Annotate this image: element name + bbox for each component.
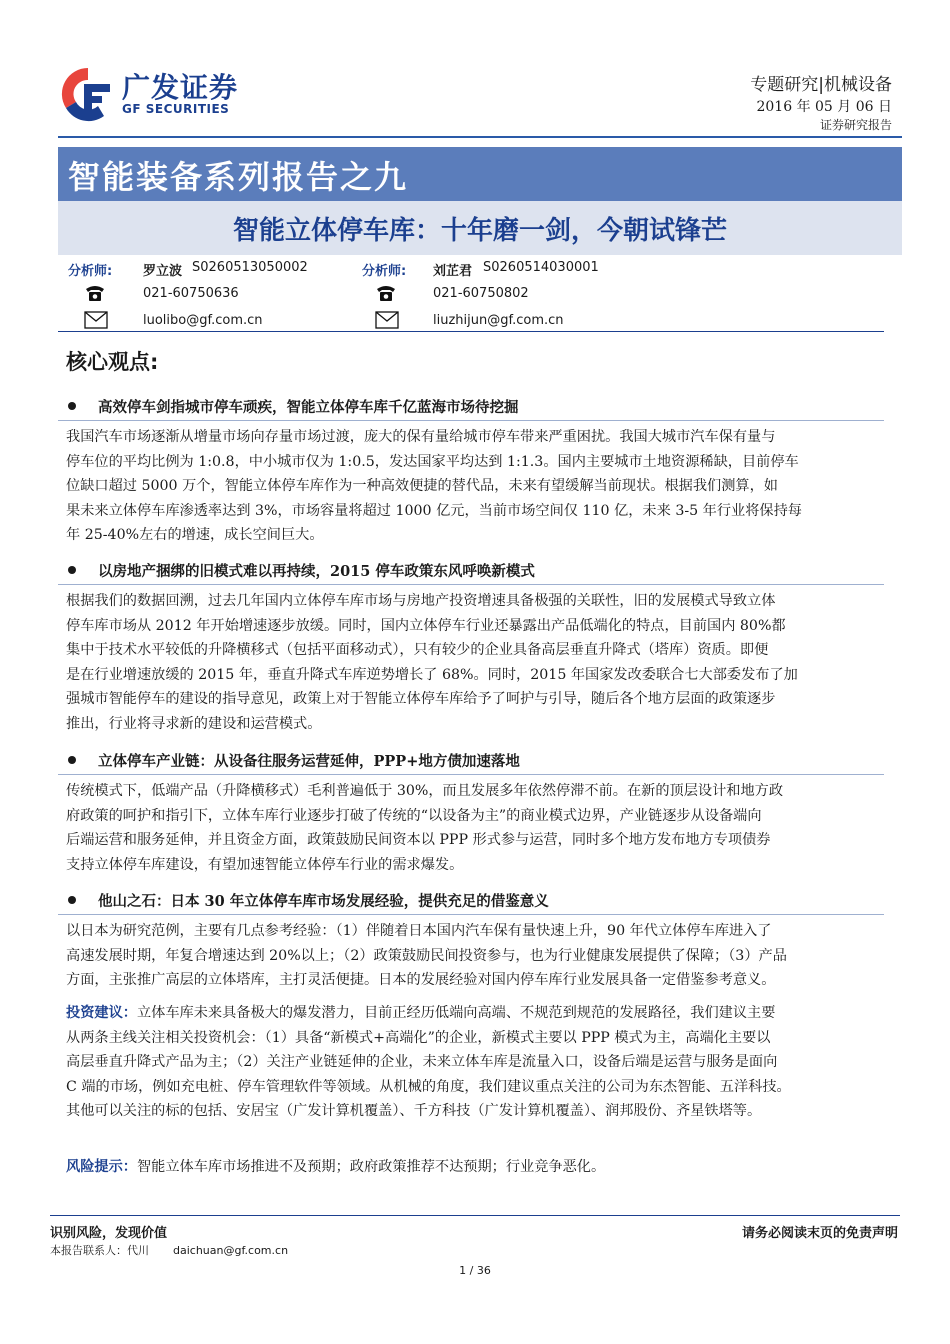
section-body-2: 根据我们的数据回溯，过去几年国内立体停车库市场与房地产投资增速具备极强的关联性，旧的发展模式导致立体 停车库市场从 2012 年开始增速逐步放缓。同时，国内立体停车行业还暴露出产品低端化的特点，目前国内 80%都 集中于技术水平较低的升降横移式（包括平面移动式），只有较少的企业具备高层垂直升降式（塔库）资质。即便 是在行业增速放缓的 2015 年，垂直升降式车库逆势增长了 68%。同时，2015 年国家发改委联合七大部委发布了加 强城市智能停车的建设的指导意见，政策上对于智能立体停车库给予了呵护与引导，随后各个地方层面的政策逐步 推出，行业将寻求新的建设和运营模式。 bbox=[66, 593, 798, 732]
analyst-cert-2: S0260514030001 bbox=[483, 260, 599, 275]
section-divider bbox=[58, 774, 884, 775]
analyst-label-2: 分析师: bbox=[362, 264, 407, 279]
analyst-email-1[interactable]: luolibo@gf.com.cn bbox=[143, 313, 263, 328]
bullet-icon bbox=[68, 756, 76, 764]
header-divider bbox=[58, 136, 902, 138]
analyst-email-2[interactable]: liuzhijun@gf.com.cn bbox=[433, 313, 564, 328]
section-body-3: 传统模式下，低端产品（升降横移式）毛利普遍低于 30%，而且发展多年依然停滞不前。在新的顶层设计和地方政 府政策的呵护和指引下，立体车库行业逐步打破了传统的“以设备为主”的商业模式边界，产业链逐步从设备端向 后端运营和服务延伸，并且资金方面，政策鼓励民间资本以 PPP 形式参与运营，同时多个地方发布地方专项债券 支持立体停车库建设，有望加速智能立体停车行业的需求爆发。 bbox=[66, 783, 784, 873]
footer-contact: 本报告联系人：代川 daichuan@gf.com.cn bbox=[50, 1244, 289, 1257]
section-divider bbox=[58, 420, 884, 421]
series-title: 智能装备系列报告之九 bbox=[68, 158, 409, 196]
email-icon bbox=[375, 311, 397, 329]
bullet-icon bbox=[68, 402, 76, 410]
phone-icon bbox=[375, 284, 397, 302]
gf-logo bbox=[58, 64, 258, 124]
section-heading-2: 以房地产捆绑的旧模式难以再持续，2015 停车政策东风呼唤新模式 bbox=[68, 560, 535, 581]
core-view-heading: 核心观点: bbox=[66, 350, 159, 374]
section-heading-3: 立体停车产业链：从设备往服务运营延伸，PPP+地方债加速落地 bbox=[68, 750, 520, 771]
analyst-phone-1: 021-60750636 bbox=[143, 286, 239, 301]
risk-label: 风险提示： bbox=[66, 1159, 137, 1175]
section-heading-4: 他山之石：日本 30 年立体停车库市场发展经验，提供充足的借鉴意义 bbox=[68, 890, 549, 911]
bullet-icon bbox=[68, 566, 76, 574]
investment-advice: 投资建议：立体车库未来具备极大的爆发潜力，目前正经历低端向高端、不规范到规范的发展路径，我们建议主要 从两条主线关注相关投资机会：（1）具备“新模式+高端化”的企业，新模式主要以 PPP 模式为主，高端化主要以 高层垂直升降式产品为主；（2）关注产业链延伸的企业，未来立体车库是流量入口，设备后端是运营与服务是面向 C 端的市场，例如充电桩、停车管理软件等领域。从机械的角度，我们建议重点关注的公司为东杰智能、五洋科技。 其他可以关注的标的包括、安居宝（广发计算机覆盖）、千方科技（广发计算机覆盖）、润邦股份、齐星铁塔等。 bbox=[66, 1005, 791, 1120]
section-body-1: 我国汽车市场逐渐从增量市场向存量市场过渡，庞大的保有量给城市停车带来严重困扰。我国大城市汽车保有量与 停车位的平均比例为 1:0.8，中小城市仅为 1:0.5，发达国家平均达到 1:1.3。国内主要城市土地资源稀缺，目前停车 位缺口超过 5000 万个，智能立体停车库作为一种高效便捷的替代品，未来有望缓解当前现状。根据我们测算，如 果未来立体停车库渗透率达到 3%，市场容量将超过 1000 亿元，当前市场空间仅 110 亿，未来 3-5 年行业将保持每 年 25-40%左右的增速，成长空间巨大。 bbox=[66, 429, 802, 544]
section-body-4: 以日本为研究范例，主要有几点参考经验：（1）伴随着日本国内汽车保有量快速上升，90 年代立体停车库进入了 高速发展时期，年复合增速达到 20%以上；（2）政策鼓励民间投资参与，也为行业健康发展提供了保障；（3）产品 方面，主张推广高层的立体塔库，主打灵活便捷。日本的发展经验对国内停车库行业发展具备一定借鉴参考意义。 bbox=[66, 923, 787, 989]
analyst-divider bbox=[58, 331, 884, 332]
report-category: 专题研究|机械设备 bbox=[750, 75, 892, 95]
report-type: 证券研究报告 bbox=[819, 118, 892, 132]
footer-divider bbox=[50, 1215, 900, 1216]
section-divider bbox=[58, 584, 884, 585]
page-number: 1 / 36 bbox=[459, 1264, 491, 1277]
section-heading-1: 高效停车剑指城市停车顽疾，智能立体停车库千亿蓝海市场待挖掘 bbox=[68, 396, 519, 417]
analyst-name-2: 刘芷君 bbox=[433, 264, 473, 279]
analyst-cert-1: S0260513050002 bbox=[192, 260, 308, 275]
risk-warning: 风险提示：智能立体车库市场推进不及预期；政府政策推荐不达预期；行业竞争恶化。 bbox=[66, 1159, 606, 1175]
analyst-phone-2: 021-60750802 bbox=[433, 286, 529, 301]
section-divider bbox=[58, 914, 884, 915]
email-icon bbox=[84, 311, 106, 329]
investment-label: 投资建议： bbox=[66, 1005, 137, 1021]
gf-logo-mark-icon bbox=[58, 64, 118, 124]
report-date: 2016 年 05 月 06 日 bbox=[756, 99, 892, 115]
footer-slogan: 识别风险，发现价值 bbox=[50, 1226, 168, 1241]
footer-contact-email[interactable]: daichuan@gf.com.cn bbox=[173, 1244, 289, 1257]
report-title: 智能立体停车库：十年磨一剑，今朝试锋芒 bbox=[232, 216, 727, 246]
logo-english-name: GF SECURITIES bbox=[122, 102, 230, 116]
analyst-name-1: 罗立波 bbox=[143, 264, 183, 279]
phone-icon bbox=[84, 284, 106, 302]
bullet-icon bbox=[68, 896, 76, 904]
analyst-label-1: 分析师: bbox=[68, 264, 113, 279]
footer-disclaimer: 请务必阅读末页的免责声明 bbox=[741, 1226, 898, 1241]
logo-chinese-name: 广发证券 bbox=[122, 71, 239, 104]
